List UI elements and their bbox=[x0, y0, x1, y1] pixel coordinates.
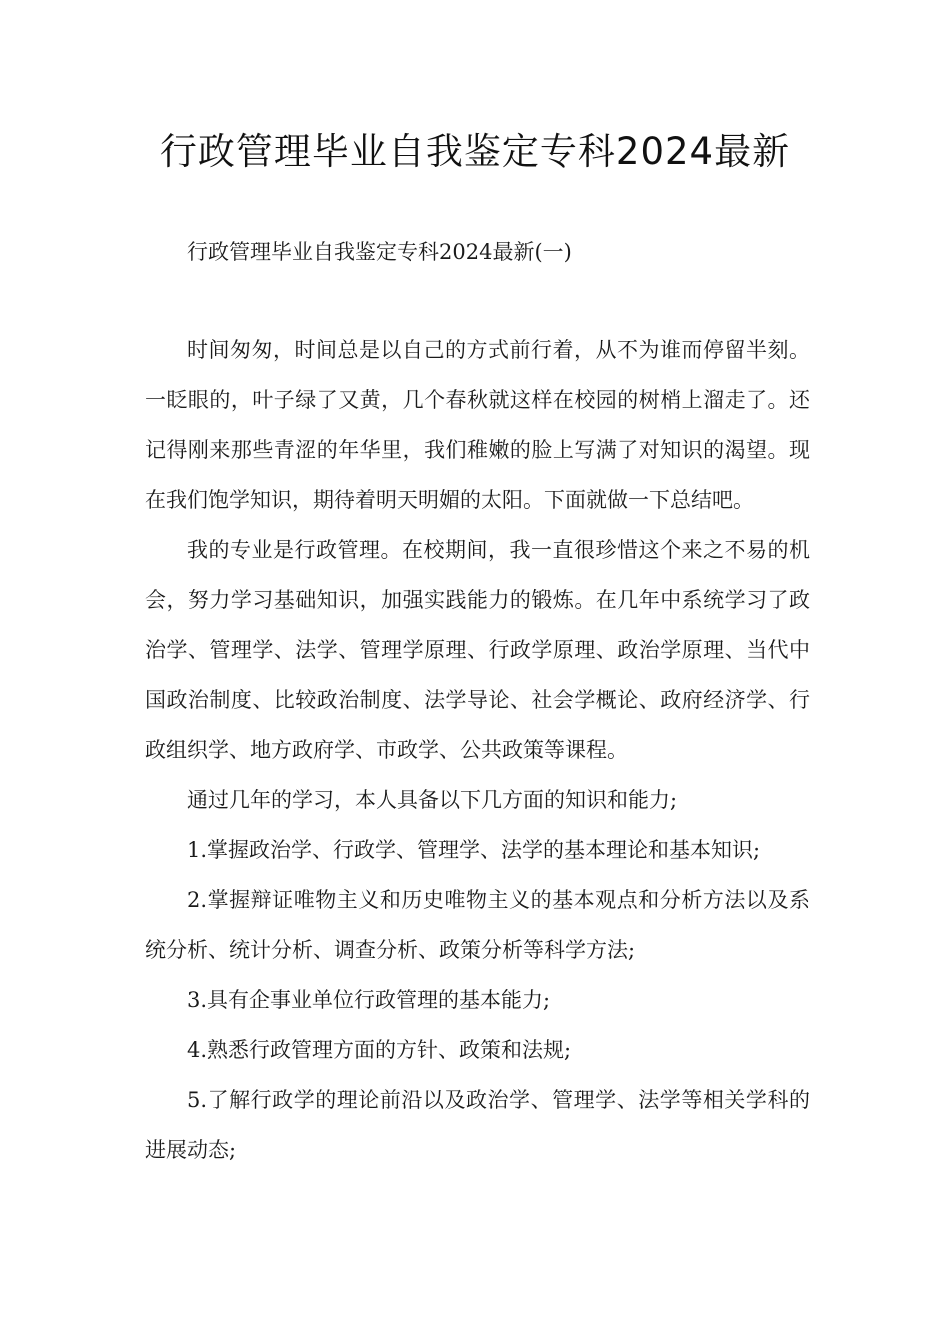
paragraph-major: 我的专业是行政管理。在校期间，我一直很珍惜这个来之不易的机会，努力学习基础知识，加强实践能力的锻炼。在几年中系统学习了政治学、管理学、法学、管理学原理、行政学原理、政治学原理、当代中国政治制度、比较政治制度、法学导论、社会学概论、政府经济学、行政组织学、地方政府学、市政学、公共政策等课程。 bbox=[145, 538, 810, 762]
paragraph-intro: 时间匆匆，时间总是以自己的方式前行着，从不为谁而停留半刻。一眨眼的，叶子绿了又黄，几个春秋就这样在校园的树梢上溜走了。还记得刚来那些青涩的年华里，我们稚嫩的脸上写满了对知识的渴望。现在我们饱学知识，期待着明天明媚的太阳。下面就做一下总结吧。 bbox=[145, 338, 810, 512]
paragraph-abilities-lead: 通过几年的学习，本人具备以下几方面的知识和能力; bbox=[187, 788, 678, 812]
list-item: 3.具有企事业单位行政管理的基本能力; bbox=[187, 988, 551, 1012]
section-subtitle: 行政管理毕业自我鉴定专科2024最新(一) bbox=[145, 240, 572, 264]
list-item: 4.熟悉行政管理方面的方针、政策和法规; bbox=[187, 1038, 572, 1062]
document-title: 行政管理毕业自我鉴定专科2024最新 bbox=[159, 130, 791, 173]
document-body bbox=[145, 325, 810, 1175]
list-item: 1.掌握政治学、行政学、管理学、法学的基本理论和基本知识; bbox=[187, 838, 761, 862]
list-item: 2.掌握辩证唯物主义和历史唯物主义的基本观点和分析方法以及系统分析、统计分析、调查分析、政策分析等科学方法; bbox=[145, 888, 810, 962]
list-item: 5.了解行政学的理论前沿以及政治学、管理学、法学等相关学科的进展动态; bbox=[145, 1088, 810, 1162]
